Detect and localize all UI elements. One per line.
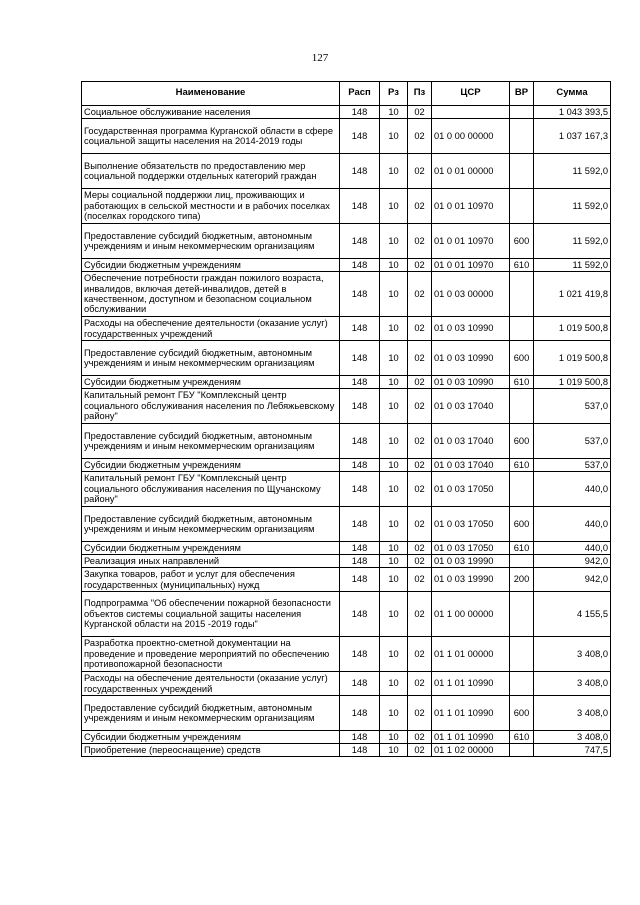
row-vr-cell: [510, 637, 534, 672]
row-name-cell: Предоставление субсидий бюджетным, автономным учреждениям и иным некоммерческим организациям: [82, 507, 340, 542]
page-number: 127: [311, 52, 329, 64]
row-rz-cell: 10: [380, 696, 408, 731]
table-row: [82, 472, 611, 507]
table-row: [82, 459, 611, 472]
header-rz: Рз: [380, 82, 408, 106]
table-row: [82, 119, 611, 154]
row-csr-cell: 01 0 01 10970: [432, 224, 510, 259]
row-rasp-cell: 148: [340, 592, 380, 637]
row-rz-cell: 10: [380, 119, 408, 154]
header-rasp: Расп: [340, 82, 380, 106]
row-rz-cell: 10: [380, 744, 408, 757]
row-pz-cell: 02: [408, 376, 432, 389]
table-header-row: [82, 82, 611, 106]
row-name-cell: Капитальный ремонт ГБУ "Комплексный центр социального обслуживания населения по Щучанскому району": [82, 472, 340, 507]
row-rasp-cell: 148: [340, 568, 380, 592]
row-rasp-cell: 148: [340, 472, 380, 507]
row-pz-cell: 02: [408, 154, 432, 189]
row-vr-cell: 610: [510, 376, 534, 389]
row-rasp-cell: 148: [340, 154, 380, 189]
row-vr-cell: 600: [510, 507, 534, 542]
row-name-cell: Субсидии бюджетным учреждениям: [82, 459, 340, 472]
row-vr-cell: 610: [510, 459, 534, 472]
row-vr-cell: [510, 272, 534, 317]
row-sum-cell: 1 019 500,8: [534, 341, 611, 376]
header-pz: Пз: [408, 82, 432, 106]
row-pz-cell: 02: [408, 389, 432, 424]
row-pz-cell: 02: [408, 637, 432, 672]
row-sum-cell: 11 592,0: [534, 154, 611, 189]
row-csr-cell: 01 1 01 10990: [432, 696, 510, 731]
row-sum-cell: 1 019 500,8: [534, 317, 611, 341]
row-sum-cell: 440,0: [534, 472, 611, 507]
row-rz-cell: 10: [380, 731, 408, 744]
row-rz-cell: 10: [380, 637, 408, 672]
row-rz-cell: 10: [380, 154, 408, 189]
row-sum-cell: 1 037 167,3: [534, 119, 611, 154]
row-name-cell: Предоставление субсидий бюджетным, автономным учреждениям и иным некоммерческим организациям: [82, 696, 340, 731]
row-rz-cell: 10: [380, 542, 408, 555]
row-sum-cell: 3 408,0: [534, 637, 611, 672]
row-pz-cell: 02: [408, 507, 432, 542]
table-row: [82, 189, 611, 224]
row-name-cell: Приобретение (переоснащение) средств: [82, 744, 340, 757]
row-rasp-cell: 148: [340, 696, 380, 731]
row-rasp-cell: 148: [340, 731, 380, 744]
row-vr-cell: [510, 472, 534, 507]
row-csr-cell: 01 0 03 17050: [432, 472, 510, 507]
row-sum-cell: 440,0: [534, 507, 611, 542]
row-rasp-cell: 148: [340, 672, 380, 696]
row-name-cell: Капитальный ремонт ГБУ "Комплексный центр социального обслуживания населения по Лебяжьевскому району": [82, 389, 340, 424]
row-pz-cell: 02: [408, 424, 432, 459]
row-rz-cell: 10: [380, 672, 408, 696]
row-rasp-cell: 148: [340, 376, 380, 389]
row-sum-cell: 11 592,0: [534, 189, 611, 224]
row-rasp-cell: 148: [340, 389, 380, 424]
row-vr-cell: [510, 592, 534, 637]
row-rz-cell: 10: [380, 459, 408, 472]
row-csr-cell: 01 0 03 10990: [432, 317, 510, 341]
row-vr-cell: 600: [510, 424, 534, 459]
row-sum-cell: 537,0: [534, 459, 611, 472]
row-csr-cell: 01 1 00 00000: [432, 592, 510, 637]
row-pz-cell: 02: [408, 592, 432, 637]
row-vr-cell: [510, 154, 534, 189]
row-name-cell: Реализация иных направлений: [82, 555, 340, 568]
row-name-cell: Социальное обслуживание населения: [82, 106, 340, 119]
row-vr-cell: 610: [510, 259, 534, 272]
row-sum-cell: 11 592,0: [534, 259, 611, 272]
row-sum-cell: 747,5: [534, 744, 611, 757]
row-sum-cell: 3 408,0: [534, 696, 611, 731]
row-name-cell: Разработка проектно-сметной документации на проведение и проведение мероприятий по обеспечению противопожарной безопасности: [82, 637, 340, 672]
row-rz-cell: 10: [380, 189, 408, 224]
row-rz-cell: 10: [380, 389, 408, 424]
row-pz-cell: 02: [408, 106, 432, 119]
row-pz-cell: 02: [408, 542, 432, 555]
row-sum-cell: 11 592,0: [534, 224, 611, 259]
row-rasp-cell: 148: [340, 507, 380, 542]
header-csr: ЦСР: [432, 82, 510, 106]
row-csr-cell: 01 0 01 10970: [432, 259, 510, 272]
row-csr-cell: 01 0 03 17040: [432, 424, 510, 459]
row-csr-cell: 01 1 01 10990: [432, 731, 510, 744]
row-vr-cell: 600: [510, 696, 534, 731]
row-sum-cell: 942,0: [534, 568, 611, 592]
row-rasp-cell: 148: [340, 744, 380, 757]
row-pz-cell: 02: [408, 555, 432, 568]
row-sum-cell: 1 021 419,8: [534, 272, 611, 317]
row-csr-cell: 01 0 01 00000: [432, 154, 510, 189]
row-rasp-cell: 148: [340, 106, 380, 119]
row-csr-cell: 01 0 03 10990: [432, 376, 510, 389]
table-row: [82, 507, 611, 542]
row-pz-cell: 02: [408, 317, 432, 341]
row-rz-cell: 10: [380, 376, 408, 389]
row-sum-cell: 440,0: [534, 542, 611, 555]
row-pz-cell: 02: [408, 696, 432, 731]
table-row: [82, 637, 611, 672]
row-csr-cell: 01 1 02 00000: [432, 744, 510, 757]
table-row: [82, 424, 611, 459]
row-name-cell: Предоставление субсидий бюджетным, автономным учреждениям и иным некоммерческим организациям: [82, 341, 340, 376]
row-pz-cell: 02: [408, 119, 432, 154]
row-name-cell: Расходы на обеспечение деятельности (оказание услуг) государственных учреждений: [82, 672, 340, 696]
row-sum-cell: 942,0: [534, 555, 611, 568]
row-pz-cell: 02: [408, 744, 432, 757]
table-row: [82, 555, 611, 568]
row-sum-cell: 1 019 500,8: [534, 376, 611, 389]
row-name-cell: Меры социальной поддержки лиц, проживающих и работающих в сельской местности и в рабочих поселках (поселках городского типа): [82, 189, 340, 224]
header-vr: ВР: [510, 82, 534, 106]
row-pz-cell: 02: [408, 224, 432, 259]
row-name-cell: Расходы на обеспечение деятельности (оказание услуг) государственных учреждений: [82, 317, 340, 341]
table-row: [82, 672, 611, 696]
row-sum-cell: 3 408,0: [534, 672, 611, 696]
table-row: [82, 696, 611, 731]
header-sum: Сумма: [534, 82, 611, 106]
row-pz-cell: 02: [408, 568, 432, 592]
row-rz-cell: 10: [380, 272, 408, 317]
row-pz-cell: 02: [408, 472, 432, 507]
table-row: [82, 272, 611, 317]
table-row: [82, 341, 611, 376]
row-csr-cell: 01 0 03 17040: [432, 459, 510, 472]
row-vr-cell: [510, 744, 534, 757]
row-pz-cell: 02: [408, 731, 432, 744]
table-row: [82, 744, 611, 757]
row-csr-cell: [432, 106, 510, 119]
row-name-cell: Закупка товаров, работ и услуг для обеспечения государственных (муниципальных) нужд: [82, 568, 340, 592]
row-rz-cell: 10: [380, 507, 408, 542]
row-name-cell: Предоставление субсидий бюджетным, автономным учреждениям и иным некоммерческим организациям: [82, 224, 340, 259]
row-sum-cell: 4 155,5: [534, 592, 611, 637]
row-rasp-cell: 148: [340, 317, 380, 341]
row-vr-cell: [510, 555, 534, 568]
row-csr-cell: 01 0 03 17050: [432, 507, 510, 542]
row-csr-cell: 01 0 03 00000: [432, 272, 510, 317]
row-name-cell: Подпрограмма "Об обеспечении пожарной безопасности объектов системы социальной защиты населения Курганской области на 2015 -2019 годы": [82, 592, 340, 637]
row-name-cell: Субсидии бюджетным учреждениям: [82, 731, 340, 744]
row-csr-cell: 01 1 01 00000: [432, 637, 510, 672]
row-csr-cell: 01 0 01 10970: [432, 189, 510, 224]
table-row: [82, 389, 611, 424]
row-pz-cell: 02: [408, 672, 432, 696]
row-rz-cell: 10: [380, 592, 408, 637]
row-sum-cell: 3 408,0: [534, 731, 611, 744]
row-csr-cell: 01 0 03 17050: [432, 542, 510, 555]
row-rasp-cell: 148: [340, 189, 380, 224]
row-rz-cell: 10: [380, 317, 408, 341]
row-pz-cell: 02: [408, 259, 432, 272]
row-rz-cell: 10: [380, 555, 408, 568]
row-csr-cell: 01 0 03 10990: [432, 341, 510, 376]
row-vr-cell: 600: [510, 224, 534, 259]
row-rasp-cell: 148: [340, 459, 380, 472]
row-vr-cell: [510, 672, 534, 696]
table-row: [82, 731, 611, 744]
row-rasp-cell: 148: [340, 224, 380, 259]
row-csr-cell: 01 0 00 00000: [432, 119, 510, 154]
row-rasp-cell: 148: [340, 424, 380, 459]
row-vr-cell: [510, 106, 534, 119]
row-pz-cell: 02: [408, 341, 432, 376]
row-rz-cell: 10: [380, 568, 408, 592]
row-rasp-cell: 148: [340, 555, 380, 568]
row-vr-cell: [510, 189, 534, 224]
row-vr-cell: 610: [510, 731, 534, 744]
row-name-cell: Государственная программа Курганской области в сфере социальной защиты населения на 2014-2019 годы: [82, 119, 340, 154]
table-row: [82, 106, 611, 119]
row-name-cell: Субсидии бюджетным учреждениям: [82, 376, 340, 389]
row-rasp-cell: 148: [340, 637, 380, 672]
row-rasp-cell: 148: [340, 272, 380, 317]
row-rasp-cell: 148: [340, 341, 380, 376]
table-row: [82, 592, 611, 637]
row-rz-cell: 10: [380, 259, 408, 272]
table-row: [82, 224, 611, 259]
row-rz-cell: 10: [380, 341, 408, 376]
table-row: [82, 154, 611, 189]
row-vr-cell: [510, 119, 534, 154]
row-vr-cell: 600: [510, 341, 534, 376]
row-pz-cell: 02: [408, 459, 432, 472]
table-row: [82, 259, 611, 272]
table-row: [82, 542, 611, 555]
budget-table: [81, 81, 611, 757]
row-name-cell: Субсидии бюджетным учреждениям: [82, 542, 340, 555]
row-name-cell: Предоставление субсидий бюджетным, автономным учреждениям и иным некоммерческим организациям: [82, 424, 340, 459]
row-rz-cell: 10: [380, 224, 408, 259]
table-row: [82, 376, 611, 389]
row-rasp-cell: 148: [340, 119, 380, 154]
row-vr-cell: 610: [510, 542, 534, 555]
row-rasp-cell: 148: [340, 259, 380, 272]
row-rz-cell: 10: [380, 472, 408, 507]
row-csr-cell: 01 1 01 10990: [432, 672, 510, 696]
row-rasp-cell: 148: [340, 542, 380, 555]
row-csr-cell: 01 0 03 17040: [432, 389, 510, 424]
row-csr-cell: 01 0 03 19990: [432, 568, 510, 592]
row-sum-cell: 537,0: [534, 389, 611, 424]
header-name: Наименование: [82, 82, 340, 106]
row-rz-cell: 10: [380, 424, 408, 459]
row-name-cell: Обеспечение потребности граждан пожилого возраста, инвалидов, включая детей-инвалидов, детей в качественном, доступном и безопасном социальном обслуживании: [82, 272, 340, 317]
row-name-cell: Субсидии бюджетным учреждениям: [82, 259, 340, 272]
table-row: [82, 568, 611, 592]
table-body: [82, 106, 611, 757]
row-pz-cell: 02: [408, 189, 432, 224]
row-sum-cell: 537,0: [534, 424, 611, 459]
row-name-cell: Выполнение обязательств по предоставлению мер социальной поддержки отдельных категорий граждан: [82, 154, 340, 189]
row-pz-cell: 02: [408, 272, 432, 317]
row-vr-cell: 200: [510, 568, 534, 592]
row-sum-cell: 1 043 393,5: [534, 106, 611, 119]
row-rz-cell: 10: [380, 106, 408, 119]
row-csr-cell: 01 0 03 19990: [432, 555, 510, 568]
row-vr-cell: [510, 317, 534, 341]
row-vr-cell: [510, 389, 534, 424]
table-row: [82, 317, 611, 341]
